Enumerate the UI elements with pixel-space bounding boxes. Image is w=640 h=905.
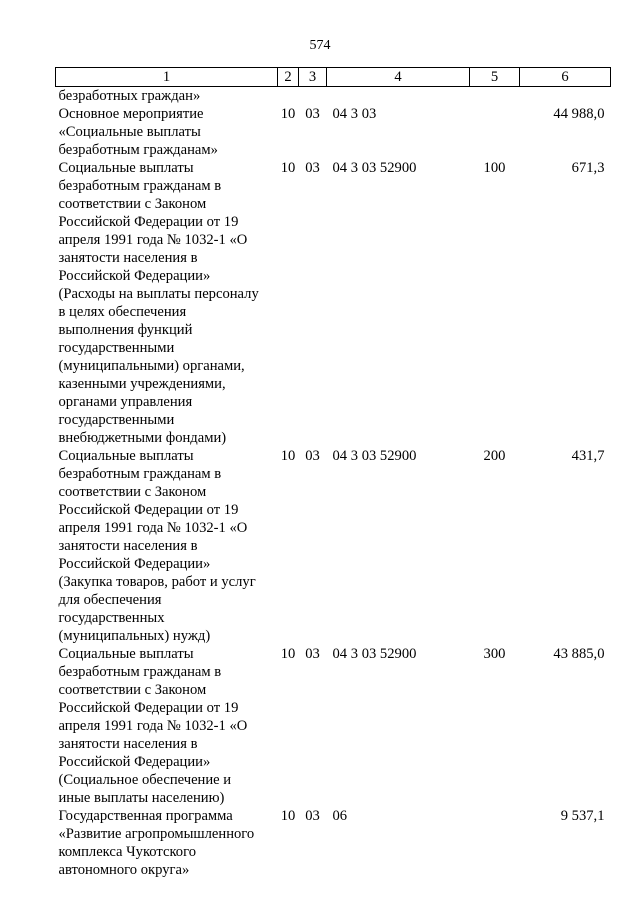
amount-cell: 431,7 [571, 448, 605, 464]
section-code-cell: 10 [280, 160, 296, 176]
header-cell-1: 1 [56, 68, 278, 87]
row-name-line: в целях обеспечения [58, 304, 187, 320]
target-article-cell: 04 3 03 52900 [332, 646, 417, 662]
row-name-line: безработным гражданам» [58, 142, 218, 158]
section-code-cell: 10 [280, 106, 296, 122]
table-body [56, 87, 611, 880]
row-name-line: (Закупка товаров, работ и услуг [58, 574, 256, 590]
row-name-line: Российской Федерации от 19 [58, 214, 239, 230]
header-cell-2: 2 [278, 68, 299, 87]
expense-type-cell [470, 87, 520, 106]
row-name-line: соответствии с Законом [58, 484, 207, 500]
section-code-cell: 10 [280, 646, 296, 662]
row-name-line: Социальные выплаты [58, 160, 194, 176]
row-name-line: апреля 1991 года № 1032-1 «О [58, 232, 248, 248]
row-name-line: Российской Федерации» [58, 754, 211, 770]
row-name-cell [56, 807, 278, 879]
table-row [56, 159, 611, 447]
target-article-cell [327, 87, 470, 106]
row-name-line: «Развитие агропромышленного [58, 826, 255, 842]
row-name-line: иные выплаты населению) [58, 790, 225, 806]
row-name-line: Российской Федерации» [58, 268, 211, 284]
row-name-line: выполнения функций [58, 322, 193, 338]
row-name-line: Государственная программа [58, 808, 233, 824]
table-header-row [56, 68, 611, 87]
row-name-line: комплекса Чукотского [58, 844, 197, 860]
expense-type-cell: 100 [483, 160, 506, 176]
row-name-line: государственными [58, 412, 175, 428]
row-name-line: безработных граждан» [58, 88, 201, 104]
row-name-line: (муниципальных) нужд) [58, 628, 211, 644]
amount-cell: 9 537,1 [560, 808, 605, 824]
row-name-cell [56, 159, 278, 447]
header-cell-6: 6 [520, 68, 611, 87]
row-name-line: соответствии с Законом [58, 196, 207, 212]
table-row [56, 87, 611, 106]
target-article-cell: 06 [332, 808, 348, 824]
expense-type-cell: 300 [483, 646, 506, 662]
page-number: 574 [309, 38, 331, 53]
row-name-line: безработным гражданам в [58, 664, 222, 680]
target-article-cell: 04 3 03 [332, 106, 377, 122]
row-name-cell [56, 447, 278, 645]
row-name-line: (Расходы на выплаты персоналу [58, 286, 259, 302]
subsection-code-cell: 03 [305, 106, 320, 122]
row-name-line: безработным гражданам в [58, 466, 222, 482]
row-name-line: казенными учреждениями, [58, 376, 226, 392]
row-name-cell [56, 645, 278, 807]
subsection-code-cell [299, 87, 327, 106]
row-name-line: государственными [58, 340, 175, 356]
row-name-line: занятости населения в [58, 736, 198, 752]
target-article-cell: 04 3 03 52900 [332, 160, 417, 176]
row-name-line: безработным гражданам в [58, 178, 222, 194]
row-name-line: государственных [58, 610, 165, 626]
target-article-cell: 04 3 03 52900 [332, 448, 417, 464]
expense-type-cell [470, 105, 520, 159]
table-row [56, 105, 611, 159]
header-cell-4: 4 [327, 68, 470, 87]
table-row [56, 447, 611, 645]
subsection-code-cell: 03 [305, 646, 320, 662]
row-name-line: Российской Федерации от 19 [58, 502, 239, 518]
row-name-line: Социальные выплаты [58, 646, 194, 662]
row-name-line: (Социальное обеспечение и [58, 772, 232, 788]
row-name-line: для обеспечения [58, 592, 162, 608]
row-name-line: (муниципальными) органами, [58, 358, 245, 374]
row-name-line: Российской Федерации от 19 [58, 700, 239, 716]
row-name-line: «Социальные выплаты [58, 124, 201, 140]
row-name-line: органами управления [58, 394, 193, 410]
row-name-cell [56, 105, 278, 159]
expense-type-cell [470, 807, 520, 879]
row-name-line: Социальные выплаты [58, 448, 194, 464]
section-code-cell: 10 [280, 448, 296, 464]
row-name-line: автономного округа» [58, 862, 190, 878]
expense-type-cell: 200 [483, 448, 506, 464]
row-name-line: Основное мероприятие [58, 106, 204, 122]
amount-cell [520, 87, 611, 106]
row-name-line: внебюджетными фондами) [58, 430, 227, 446]
table-row [56, 645, 611, 807]
row-name-line: Российской Федерации» [58, 556, 211, 572]
subsection-code-cell: 03 [305, 808, 320, 824]
header-cell-5: 5 [470, 68, 520, 87]
header-cell-3: 3 [299, 68, 327, 87]
section-code-cell [278, 87, 299, 106]
row-name-cell [56, 87, 278, 106]
subsection-code-cell: 03 [305, 160, 320, 176]
row-name-line: апреля 1991 года № 1032-1 «О [58, 520, 248, 536]
table-row [56, 807, 611, 879]
row-name-line: соответствии с Законом [58, 682, 207, 698]
amount-cell: 44 988,0 [553, 106, 605, 122]
row-name-line: занятости населения в [58, 538, 198, 554]
budget-table [55, 67, 611, 879]
amount-cell: 43 885,0 [553, 646, 605, 662]
amount-cell: 671,3 [571, 160, 605, 176]
row-name-line: занятости населения в [58, 250, 198, 266]
row-name-line: апреля 1991 года № 1032-1 «О [58, 718, 248, 734]
subsection-code-cell: 03 [305, 448, 320, 464]
section-code-cell: 10 [280, 808, 296, 824]
